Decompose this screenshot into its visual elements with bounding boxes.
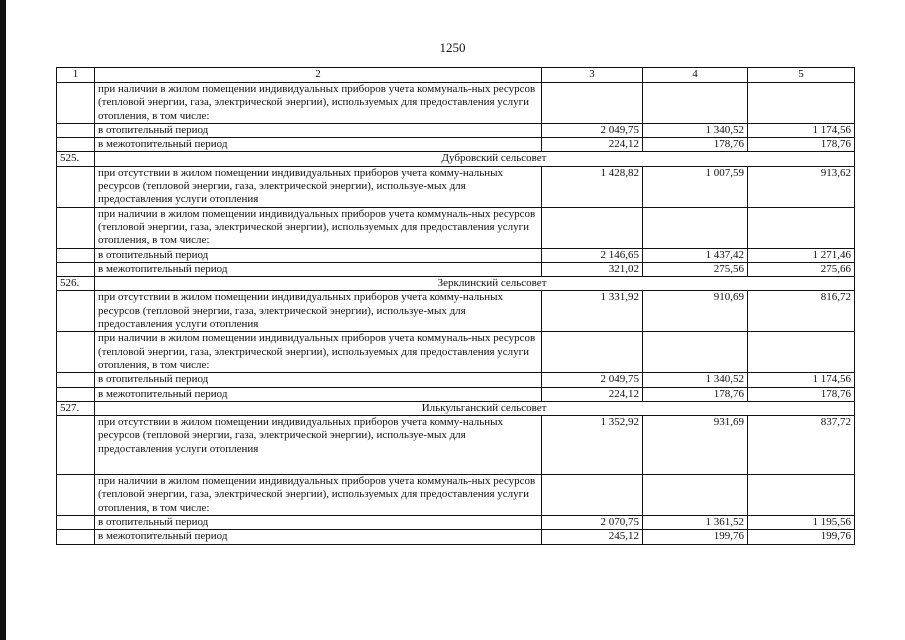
- period-row: [57, 387, 855, 401]
- description-cell: при наличии в жилом помещении индивидуальных приборов учета коммуналь-ных ресурсов (тепловой энергии, газа, электрической энергии), используемых для предоставления услуги отопления, в том числе:: [95, 475, 542, 516]
- description-cell: в межотопительный период: [95, 262, 542, 276]
- row-number-cell: [57, 262, 95, 276]
- value-cell-col4: 1 437,42: [643, 248, 748, 262]
- value-cell-col5: 1 195,56: [748, 516, 855, 530]
- description-cell: в отопительный период: [95, 248, 542, 262]
- value-cell-col4: [643, 83, 748, 124]
- value-cell-col5: 1 174,56: [748, 373, 855, 387]
- value-cell-col5: [748, 475, 855, 516]
- row-number-cell: [57, 373, 95, 387]
- value-cell-col5: [748, 332, 855, 373]
- description-cell: в отопительный период: [95, 373, 542, 387]
- scan-edge-bar: [0, 0, 6, 640]
- value-cell-col3: 321,02: [542, 262, 643, 276]
- section-number: 526.: [57, 277, 95, 291]
- section-row: [57, 401, 855, 415]
- section-row: [57, 152, 855, 166]
- row-number-cell: [57, 123, 95, 137]
- value-cell-col3: 1 331,92: [542, 291, 643, 332]
- value-cell-col3: 2 049,75: [542, 373, 643, 387]
- column-header: 2: [95, 68, 542, 83]
- description-cell: в межотопительный период: [95, 138, 542, 152]
- value-cell-col5: 1 174,56: [748, 123, 855, 137]
- row-number-cell: [57, 83, 95, 124]
- section-name-text: Илькульганский сельсовет: [421, 401, 547, 414]
- value-cell-col5: 816,72: [748, 291, 855, 332]
- column-header: 4: [643, 68, 748, 83]
- row-number-cell: [57, 516, 95, 530]
- row-number-cell: [57, 138, 95, 152]
- row-number-cell: [57, 248, 95, 262]
- description-row: [57, 332, 855, 373]
- value-cell-col4: 1 340,52: [643, 373, 748, 387]
- period-row: [57, 248, 855, 262]
- value-cell-col3: 2 146,65: [542, 248, 643, 262]
- value-cell-col5: 1 271,46: [748, 248, 855, 262]
- value-cell-col5: 178,76: [748, 387, 855, 401]
- column-header: 1: [57, 68, 95, 83]
- value-cell-col4: [643, 475, 748, 516]
- description-cell: при наличии в жилом помещении индивидуальных приборов учета коммуналь-ных ресурсов (тепловой энергии, газа, электрической энергии), используемых для предоставления услуги отопления, в том числе:: [95, 207, 542, 248]
- value-cell-col3: 2 070,75: [542, 516, 643, 530]
- row-number-cell: [57, 387, 95, 401]
- value-cell-col5: 913,62: [748, 166, 855, 207]
- row-number-cell: [57, 475, 95, 516]
- value-cell-col4: [643, 332, 748, 373]
- section-name: [95, 401, 855, 415]
- section-name-text: Дубровский сельсовет: [441, 152, 547, 165]
- value-cell-col3: 245,12: [542, 530, 643, 544]
- description-row: [57, 291, 855, 332]
- column-header: 5: [748, 68, 855, 83]
- row-number-cell: [57, 207, 95, 248]
- value-cell-col3: 224,12: [542, 138, 643, 152]
- description-cell: при отсутствии в жилом помещении индивидуальных приборов учета комму-нальных ресурсов (тепловой энергии, газа, электрической энергии), используе-мых для предоставления услуги отопления: [95, 416, 542, 475]
- value-cell-col4: 275,56: [643, 262, 748, 276]
- period-row: [57, 516, 855, 530]
- table-body: [57, 83, 855, 545]
- value-cell-col3: 2 049,75: [542, 123, 643, 137]
- value-cell-col5: 837,72: [748, 416, 855, 475]
- section-name: [95, 277, 855, 291]
- description-cell: при отсутствии в жилом помещении индивидуальных приборов учета комму-нальных ресурсов (тепловой энергии, газа, электрической энергии), используе-мых для предоставления услуги отопления: [95, 166, 542, 207]
- description-cell: при наличии в жилом помещении индивидуальных приборов учета коммуналь-ных ресурсов (тепловой энергии, газа, электрической энергии), используемых для предоставления услуги отопления, в том числе:: [95, 332, 542, 373]
- row-number-cell: [57, 332, 95, 373]
- value-cell-col5: [748, 207, 855, 248]
- period-row: [57, 123, 855, 137]
- section-name-text: Зерклинский сельсовет: [437, 277, 547, 290]
- period-row: [57, 262, 855, 276]
- value-cell-col4: 1 007,59: [643, 166, 748, 207]
- value-cell-col3: 1 352,92: [542, 416, 643, 475]
- value-cell-col4: 931,69: [643, 416, 748, 475]
- row-number-cell: [57, 416, 95, 475]
- column-header-row: [57, 68, 855, 83]
- row-number-cell: [57, 166, 95, 207]
- description-cell: в межотопительный период: [95, 530, 542, 544]
- period-row: [57, 373, 855, 387]
- value-cell-col4: [643, 207, 748, 248]
- description-row: [57, 166, 855, 207]
- value-cell-col4: 910,69: [643, 291, 748, 332]
- value-cell-col3: [542, 83, 643, 124]
- value-cell-col4: 178,76: [643, 387, 748, 401]
- description-row: [57, 416, 855, 475]
- section-row: [57, 277, 855, 291]
- section-number: 525.: [57, 152, 95, 166]
- column-header: 3: [542, 68, 643, 83]
- description-cell: в отопительный период: [95, 516, 542, 530]
- value-cell-col4: 1 340,52: [643, 123, 748, 137]
- page-number: 1250: [439, 40, 466, 55]
- description-cell: в отопительный период: [95, 123, 542, 137]
- description-row: [57, 207, 855, 248]
- period-row: [57, 530, 855, 544]
- value-cell-col4: 199,76: [643, 530, 748, 544]
- value-cell-col3: [542, 475, 643, 516]
- value-cell-col3: [542, 332, 643, 373]
- description-cell: в межотопительный период: [95, 387, 542, 401]
- tariff-table: [56, 67, 855, 545]
- value-cell-col5: [748, 83, 855, 124]
- value-cell-col3: 224,12: [542, 387, 643, 401]
- section-name: [95, 152, 855, 166]
- value-cell-col5: 178,76: [748, 138, 855, 152]
- description-row: [57, 475, 855, 516]
- description-cell: при наличии в жилом помещении индивидуальных приборов учета коммуналь-ных ресурсов (тепловой энергии, газа, электрической энергии), используемых для предоставления услуги отопления, в том числе:: [95, 83, 542, 124]
- value-cell-col3: [542, 207, 643, 248]
- value-cell-col4: 1 361,52: [643, 516, 748, 530]
- period-row: [57, 138, 855, 152]
- row-number-cell: [57, 530, 95, 544]
- description-cell: при отсутствии в жилом помещении индивидуальных приборов учета комму-нальных ресурсов (тепловой энергии, газа, электрической энергии), используе-мых для предоставления услуги отопления: [95, 291, 542, 332]
- value-cell-col3: 1 428,82: [542, 166, 643, 207]
- section-number: 527.: [57, 401, 95, 415]
- description-row: [57, 83, 855, 124]
- value-cell-col5: 199,76: [748, 530, 855, 544]
- value-cell-col5: 275,66: [748, 262, 855, 276]
- row-number-cell: [57, 291, 95, 332]
- value-cell-col4: 178,76: [643, 138, 748, 152]
